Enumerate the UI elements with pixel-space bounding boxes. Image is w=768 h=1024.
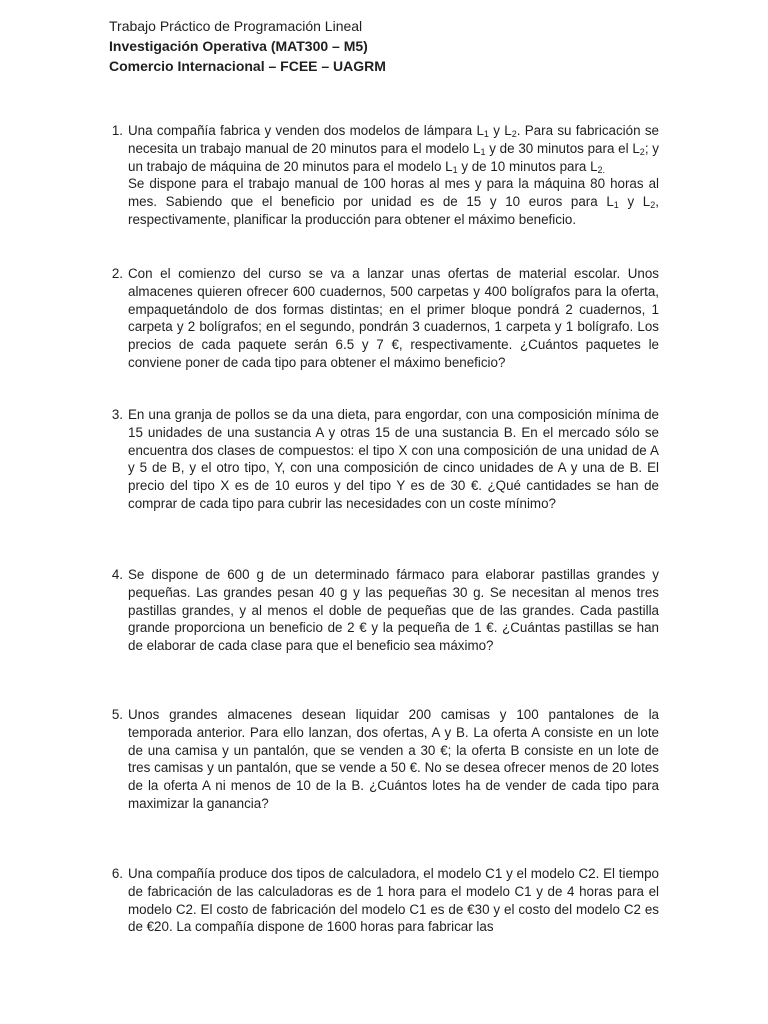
problem-item: [111, 865, 659, 936]
problem-number: 3.: [111, 407, 123, 422]
problem-number: 4.: [111, 567, 123, 582]
header-faculty: Comercio Internacional – FCEE – UAGRM: [109, 58, 386, 74]
problem-number: 6.: [111, 866, 123, 881]
problem-text: Unos grandes almacenes desean liquidar 200 camisas y 100 pantalones de la temporada anterior. Para ello lanzan, dos ofertas, A y B. La oferta A consiste en un lote de una camisa y un pantalón, que se venden a 30 €; la oferta B consiste en un lote de tres camisas y un pantalón, que se vende a 50 €. No se desea ofrecer menos de 20 lotes de la oferta A ni menos de 10 de la B. ¿Cuántos lotes ha de vender de cada tipo para maximizar la ganancia?: [128, 707, 659, 811]
problem-text-continued: Se dispone para el trabajo manual de 100 horas al mes y para la máquina 80 horas al mes. Sabiendo que el beneficio por unidad es de 15 y 10 euros para $L_1$ y $L_2$, respectivamente, planificar la producción para obtener el máximo beneficio.: [128, 176, 659, 227]
problem-number: 2.: [111, 266, 123, 281]
problem-number: 5.: [111, 707, 123, 722]
problem-number: 1.: [111, 123, 123, 138]
problem-text: En una granja de pollos se da una dieta, para engordar, con una composición mínima de 15 unidades de una sustancia A y otras 15 de una sustancia B. En el mercado sólo se encuentra dos clases de compuestos: el tipo X con una composición de una unidad de A y 5 de B, y el otro tipo, Y, con una composición de cinco unidades de A y una de B. El precio del tipo X es de 10 euros y del tipo Y es de 30 €. ¿Qué cantidades se han de comprar de cada tipo para cubrir las necesidades con un coste mínimo?: [128, 407, 659, 511]
problem-text: Se dispone de 600 g de un determinado fármaco para elaborar pastillas grandes y pequeñas. Las grandes pesan 40 g y las pequeñas 30 g. Se necesitan al menos tres pastillas grandes, y al menos el doble de pequeñas que de las grandes. Cada pastilla grande proporciona un beneficio de 2 € y la pequeña de 1 €. ¿Cuántas pastillas se han de elaborar de cada clase para que el beneficio sea máximo?: [128, 567, 659, 654]
problem-text: Una compañía fabrica y venden dos modelos de lámpara $L_1$ y $L_2$. Para su fabricación se necesita un trabajo manual de 20 minutos para el modelo $L_1$ y de 30 minutos para el $L_2$; y un trabajo de máquina de 20 minutos para el modelo $L_1$ y de 10 minutos para $L_{2.}$: [128, 123, 659, 175]
problem-item: [111, 406, 659, 513]
problem-item: [111, 122, 659, 229]
problem-item: [111, 706, 659, 813]
header-title: Trabajo Práctico de Programación Lineal: [109, 18, 363, 34]
header-course: Investigación Operativa (MAT300 – M5): [109, 38, 368, 54]
problem-item: [111, 265, 659, 372]
problem-text: Una compañía produce dos tipos de calculadora, el modelo C1 y el modelo C2. El tiempo de fabricación de las calculadoras es de 1 hora para el modelo C1 y de 4 horas para el modelo C2. El costo de fabricación del modelo C1 es de €30 y el costo del modelo C2 es de €20. La compañía dispone de 1600 horas para fabricar las: [128, 866, 659, 935]
problem-text: Con el comienzo del curso se va a lanzar unas ofertas de material escolar. Unos almacenes quieren ofrecer 600 cuadernos, 500 carpetas y 400 bolígrafos para la oferta, empaquetándolo de dos formas distintas; en el primer bloque pondrá 2 cuadernos, 1 carpeta y 2 bolígrafos; en el segundo, pondrán 3 cuadernos, 1 carpeta y 1 bolígrafo. Los precios de cada paquete serán 6.5 y 7 €, respectivamente. ¿Cuántos paquetes le conviene poner de cada tipo para obtener el máximo beneficio?: [128, 266, 659, 370]
problem-item: [111, 566, 659, 655]
document-header: [109, 16, 659, 76]
